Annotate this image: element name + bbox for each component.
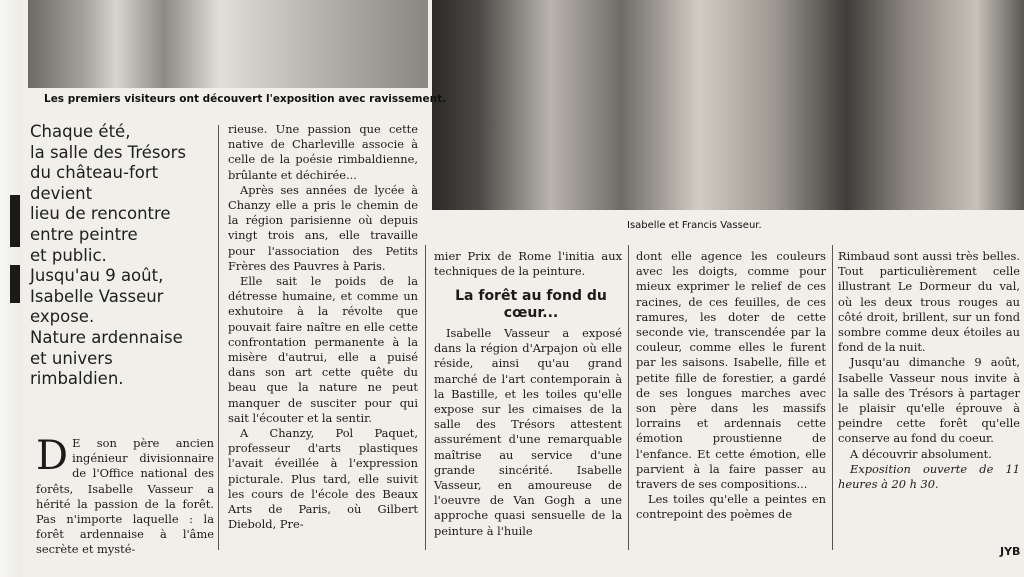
- intro-line: et univers: [30, 348, 113, 368]
- author-signature: JYB: [1000, 545, 1021, 558]
- photo-caption-couple: Isabelle et Francis Vasseur.: [627, 220, 762, 231]
- article-column-2: [228, 122, 418, 532]
- margin-bracket-mark: [10, 265, 20, 303]
- intro-line: Isabelle Vasseur: [30, 286, 164, 306]
- article-paragraph: rieuse. Une passion que cette native de Charleville associe à celle de la poésie rimbaldienne, brûlante et déchirée...: [228, 122, 418, 182]
- intro-line: Chaque été,: [30, 122, 131, 141]
- article-column-3: [434, 326, 622, 539]
- article-paragraph: Après ses années de lycée à Chanzy elle a pris le chemin de la région parisienne où depuis vingt trois ans, elle travaille pour l'association des Petits Frères des Pauvres à Paris.: [228, 182, 418, 273]
- section-heading: La forêt au fond du cœur...: [455, 288, 607, 321]
- article-paragraph: A découvrir absolument.: [850, 446, 992, 461]
- column-rule: [628, 245, 629, 550]
- article-paragraph: E son père ancien ingénieur divisionnaire de l'Office national des forêts, Isabelle Vasseur a hérité la passion de la forêt. Pas n'importe laquelle : la forêt ardennaise à l'âme secrète et mysté-: [36, 436, 214, 557]
- drop-cap: D: [36, 433, 69, 479]
- column-rule: [425, 245, 426, 550]
- article-paragraph: mier Prix de Rome l'initia aux techniques de la peinture.: [434, 249, 622, 279]
- intro-line: devient: [30, 183, 93, 203]
- intro-line: Jusqu'au 9 août,: [30, 266, 164, 286]
- intro-line: lieu de rencontre: [30, 204, 171, 224]
- photo-visitors: [28, 0, 428, 88]
- article-paragraph: A Chanzy, Pol Paquet, professeur d'arts plastiques l'avait éveillée à l'expression picturale. Plus tard, elle suivit les cours de l'école des Beaux Arts de Paris, où Gilbert Diebold, Pre-: [228, 426, 418, 532]
- intro-standfirst: [30, 122, 216, 390]
- photo-caption-visitors: Les premiers visiteurs ont découvert l'exposition avec ravissement.: [44, 93, 447, 105]
- article-paragraph: Rimbaud sont aussi très belles. Tout particulièrement celle illustrant Le Dormeur du val, où les deux trous rouges au côté droit, brillent, sur un fond sombre comme deux étoiles au fond de la nuit.: [838, 249, 1020, 355]
- article-paragraph: Elle sait le poids de la détresse humaine, et comme un exhutoire à la révolte que pouvait faire naître en elle cette confrontation permanente à la misère d'autrui, elle a puisé dans son art cette quête du beau que la nature ne peut manquer de susciter pour qui sait l'écouter et la sentir.: [228, 274, 418, 425]
- intro-line: Nature ardennaise: [30, 327, 183, 347]
- column-rule: [218, 125, 219, 550]
- article-column-3-top: [434, 249, 622, 279]
- article-paragraph: Jusqu'au dimanche 9 août, Isabelle Vasseur nous invite à la salle des Trésors à partager le plaisir qu'elle éprouve à peindre cette forêt qu'elle conserve au fond du coeur.: [838, 355, 1020, 446]
- intro-line: et public.: [30, 245, 107, 265]
- photo-isabelle-francis-vasseur: [432, 0, 1024, 210]
- intro-line: entre peintre: [30, 224, 138, 244]
- article-paragraph: dont elle agence les couleurs avec les doigts, comme pour mieux exprimer le relief de ces racines, de ces feuilles, de ces ramures, les doter de cette seconde vie, transcendée par la couleur, comme elles le furent par les saisons. Isabelle, fille et petite fille de forestier, a gardé de ses longues marches avec son père dans les massifs lorrains et ardennais cette émotion proustienne de l'enfance. Et cette émotion, elle parvient à la faire passer au travers de ses compositions...: [636, 249, 826, 492]
- article-column-1: [36, 433, 214, 558]
- intro-line: la salle des Trésors: [30, 142, 186, 162]
- intro-line: expose.: [30, 307, 95, 327]
- exhibition-hours: Exposition ouverte de 11 heures à 20 h 30.: [838, 461, 1020, 492]
- article-paragraph: Isabelle Vasseur a exposé dans la région d'Arpajon où elle réside, ainsi qu'au grand marché de l'art contemporain à la Bastille, et les toiles qu'elle expose sur les cimaises de la salle des Trésors attestent assurément d'une remarquable maîtrise au service d'une grande sincérité. Isabelle Vasseur, en amoureuse de l'oeuvre de Van Gogh a une approche quasi sensuelle de la peinture à l'huile: [434, 326, 622, 538]
- column-rule: [832, 245, 833, 550]
- intro-line: du château-fort: [30, 163, 159, 183]
- intro-line: rimbaldien.: [30, 369, 124, 389]
- article-column-5: [838, 249, 1020, 492]
- article-paragraph: Les toiles qu'elle a peintes en contrepoint des poèmes de: [636, 492, 826, 522]
- article-column-4: [636, 249, 826, 523]
- margin-bracket-mark: [10, 195, 20, 247]
